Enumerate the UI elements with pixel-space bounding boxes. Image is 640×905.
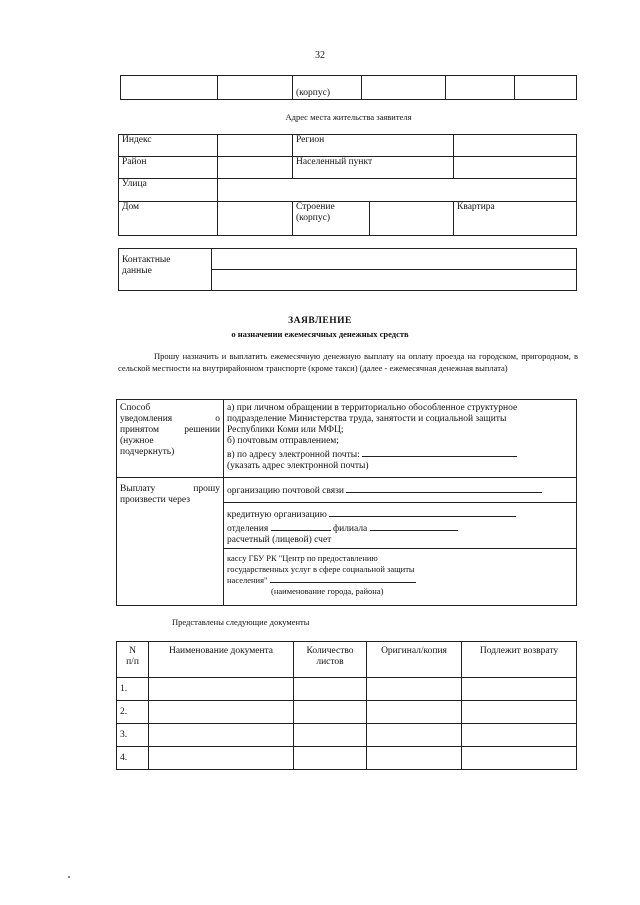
building-label-text: Строение	[296, 202, 335, 212]
doc-name-cell[interactable]	[149, 701, 294, 724]
application-title: ЗАЯВЛЕНИЕ	[288, 316, 352, 326]
filial-line[interactable]	[370, 521, 458, 531]
doc-orig-cell[interactable]	[367, 678, 462, 701]
row-number: 1.	[117, 678, 149, 701]
col-return-header: Подлежит возврату	[462, 642, 577, 678]
payment-label-l1a: Выплату	[120, 484, 156, 494]
notification-options	[224, 400, 577, 478]
doc-return-cell[interactable]	[462, 701, 577, 724]
credit-option	[224, 503, 577, 549]
credit-org-label[interactable]: кредитную организацию	[227, 510, 327, 520]
contacts-label	[119, 249, 212, 291]
contacts-label-line1: Контактные	[122, 255, 171, 265]
doc-count-cell[interactable]	[294, 678, 367, 701]
cashdesk-line1[interactable]: кассу ГБУ РК "Центр по предоставлению	[227, 553, 378, 563]
col-n-l2: п/п	[126, 657, 139, 667]
row-number: 4.	[117, 747, 149, 770]
region-label: Регион	[293, 135, 454, 157]
house-field[interactable]	[218, 202, 293, 236]
doc-return-cell[interactable]	[462, 724, 577, 747]
email-line[interactable]	[362, 447, 517, 457]
documents-caption: Представлены следующие документы	[172, 617, 310, 627]
notification-label-l5: подчеркнуть)	[120, 447, 175, 457]
doc-count-cell[interactable]	[294, 701, 367, 724]
doc-orig-cell[interactable]	[367, 701, 462, 724]
contacts-field-2[interactable]	[212, 270, 577, 291]
top-table	[120, 75, 577, 100]
option-a-line2[interactable]: подразделение Министерства труда, занятости и социальной защиты	[227, 414, 507, 424]
credit-org-line[interactable]	[329, 507, 516, 517]
request-text: Прошу назначить и выплатить ежемесячную денежную выплату на оплату проезда на городском, пригородном, в сельской местности на внутрирайонном транспорте (кроме такси) (далее - ежемесячная денежная выплата)	[118, 351, 578, 373]
account-label[interactable]: расчетный (лицевой) счет	[227, 535, 332, 545]
branch-label: отделения	[227, 524, 269, 534]
scan-speck	[68, 876, 70, 878]
cashdesk-line2[interactable]: государственных услуг в сфере социальной защиты	[227, 563, 415, 574]
doc-name-cell[interactable]	[149, 678, 294, 701]
address-caption: Адрес места жительства заявителя	[285, 112, 412, 122]
contacts-table	[118, 248, 577, 291]
postal-option	[224, 478, 577, 503]
doc-name-cell[interactable]	[149, 747, 294, 770]
building-label-sub: (корпус)	[296, 213, 331, 223]
doc-orig-cell[interactable]	[367, 747, 462, 770]
option-c-note: (указать адрес электронной почты)	[227, 461, 369, 471]
notification-label-l3a: принятом	[120, 425, 159, 435]
payment-label	[117, 478, 224, 606]
region-field[interactable]	[454, 135, 577, 157]
cashdesk-blank[interactable]	[270, 574, 416, 583]
payment-label-l2: произвести через	[120, 495, 190, 505]
col-n-header	[117, 642, 149, 678]
cashdesk-note: (наименование города, района)	[271, 585, 384, 596]
page-number: 32	[315, 50, 325, 61]
contacts-field-1[interactable]	[212, 249, 577, 270]
address-table	[118, 134, 577, 236]
row-number: 2.	[117, 701, 149, 724]
col-name-header: Наименование документа	[149, 642, 294, 678]
documents-table	[116, 641, 577, 770]
doc-name-cell[interactable]	[149, 724, 294, 747]
settlement-field[interactable]	[454, 157, 577, 179]
index-label: Индекс	[119, 135, 218, 157]
settlement-label: Населенный пункт	[293, 157, 454, 179]
option-a-line3[interactable]: Республики Коми или МФЦ;	[227, 425, 344, 435]
payment-label-l1b: прошу	[193, 484, 220, 494]
notification-label-l4: (нужное	[120, 436, 154, 446]
building-field[interactable]	[370, 202, 454, 236]
notification-label-l2a: уведомления	[120, 414, 173, 424]
contacts-label-line2: данные	[122, 266, 152, 276]
street-field[interactable]	[218, 179, 577, 202]
cashdesk-line3[interactable]: населения"	[227, 575, 268, 585]
col-count-header	[294, 642, 367, 678]
district-field[interactable]	[218, 157, 293, 179]
filial-label: филиала	[332, 524, 368, 534]
building-label	[293, 202, 370, 236]
option-b[interactable]: б) почтовым отправлением;	[227, 436, 339, 446]
street-label: Улица	[119, 179, 218, 202]
doc-orig-cell[interactable]	[367, 724, 462, 747]
house-label: Дом	[119, 202, 218, 236]
col-orig-header: Оригинал/копия	[367, 642, 462, 678]
index-field[interactable]	[218, 135, 293, 157]
postal-line[interactable]	[346, 483, 542, 493]
korpus-label: (корпус)	[293, 76, 362, 100]
row-number: 3.	[117, 724, 149, 747]
branch-line[interactable]	[271, 521, 331, 531]
cashdesk-option	[224, 549, 577, 606]
doc-count-cell[interactable]	[294, 724, 367, 747]
notification-label-l2b: о	[215, 414, 220, 424]
notification-label-l3b: решении	[184, 425, 220, 435]
notification-label-l1: Способ	[120, 403, 151, 413]
col-count-l1: Количество	[306, 646, 354, 656]
postal-label[interactable]: организацию почтовой связи	[227, 486, 344, 496]
doc-count-cell[interactable]	[294, 747, 367, 770]
option-a-line1[interactable]: а) при личном обращении в территориально обособленное структурное	[227, 403, 518, 413]
doc-return-cell[interactable]	[462, 678, 577, 701]
notification-payment-table	[116, 399, 577, 606]
district-label: Район	[119, 157, 218, 179]
application-subtitle: о назначении ежемесячных денежных средств	[231, 329, 409, 339]
col-n-l1: N	[129, 646, 136, 656]
option-c[interactable]: в) по адресу электронной почты:	[227, 450, 360, 460]
col-count-l2: листов	[316, 657, 344, 667]
doc-return-cell[interactable]	[462, 747, 577, 770]
notification-label	[117, 400, 224, 478]
apartment-label: Квартира	[454, 202, 577, 236]
